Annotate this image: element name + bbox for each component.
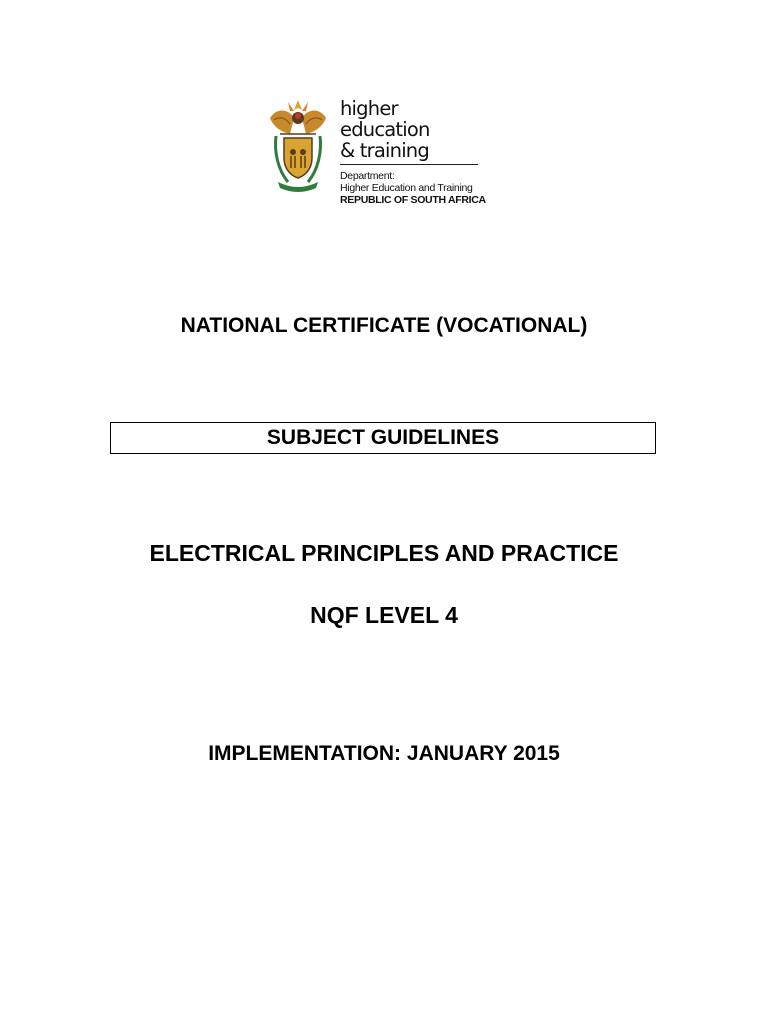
department-logo [266,96,486,206]
logo-wordmark [340,97,486,206]
logo-country: REPUBLIC OF SOUTH AFRICA [340,194,486,206]
certificate-title: NATIONAL CERTIFICATE (VOCATIONAL) [180,314,588,337]
subject-guidelines-box [110,422,656,454]
nqf-level: NQF LEVEL 4 [310,602,458,628]
logo-department-label: Department: [340,170,395,182]
logo-title-line1: higher education [340,97,430,141]
logo-title-line2: & training [340,139,429,162]
logo-department-name: Higher Education and Training [340,182,473,194]
subject-title: ELECTRICAL PRINCIPLES AND PRACTICE [149,540,619,566]
subject-guidelines-title: SUBJECT GUIDELINES [266,426,500,449]
implementation-date: IMPLEMENTATION: JANUARY 2015 [208,742,560,765]
logo-divider [340,164,478,165]
coat-of-arms-icon [266,96,330,196]
